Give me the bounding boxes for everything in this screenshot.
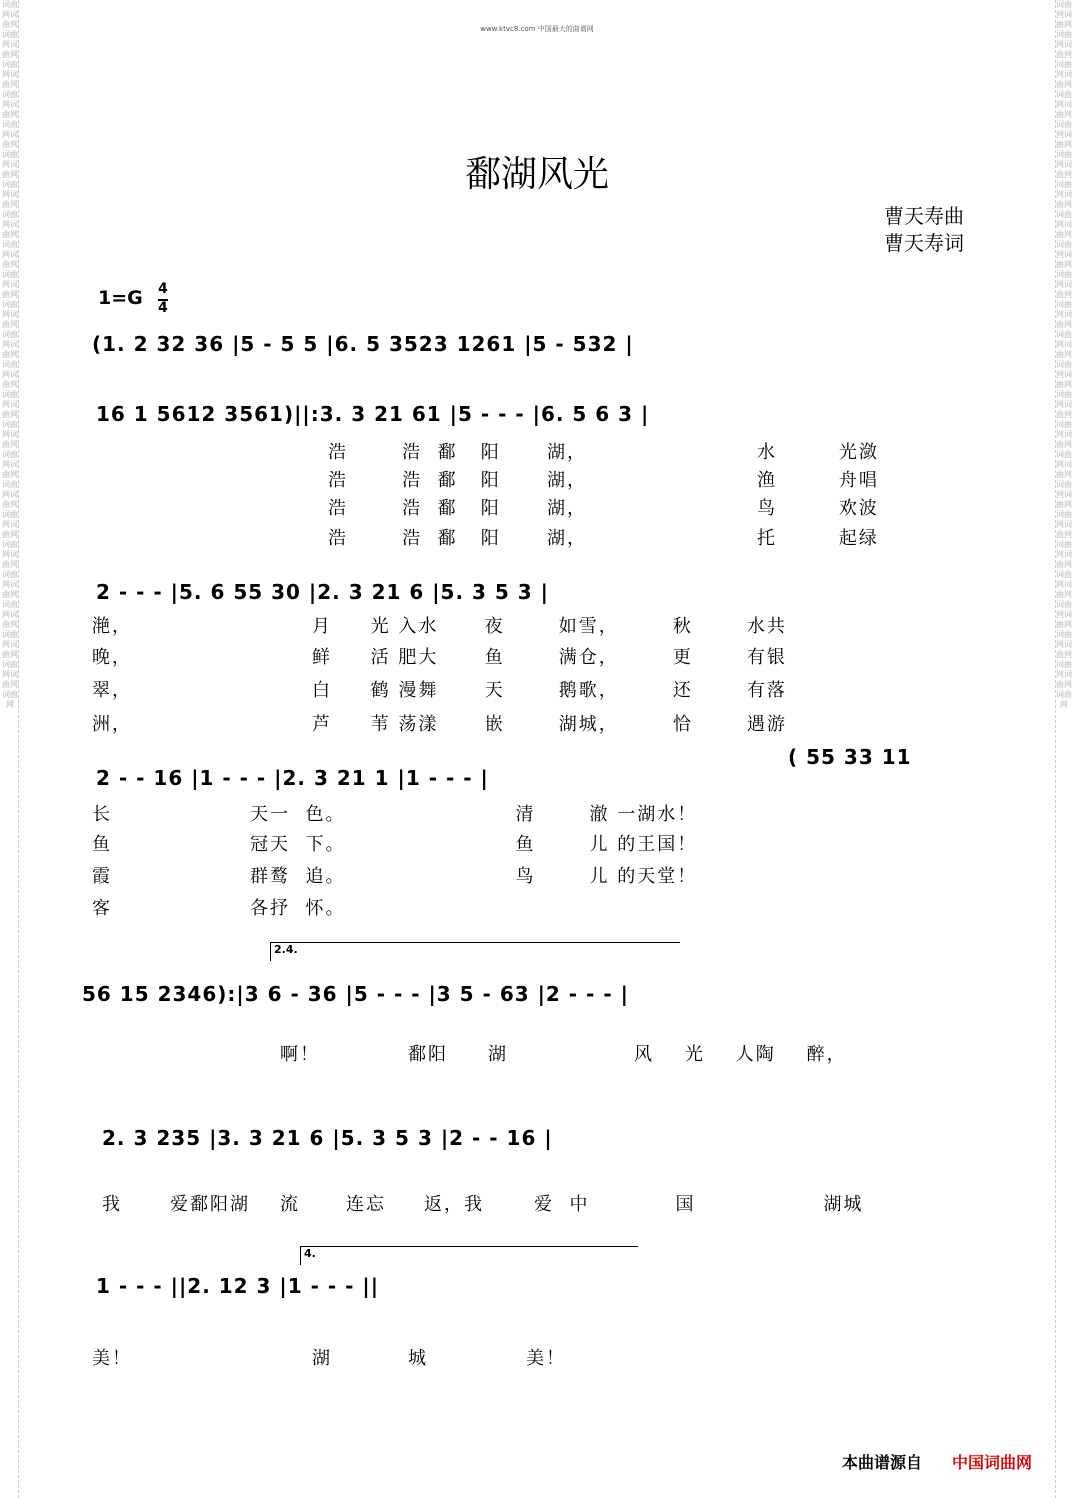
notation-row-4: 2 - - 16 |1 - - - |2. 3 21 1 |1 - - - | [96, 766, 489, 790]
lyric-line: 滟， 月 光 入水 夜 如雪， 秋 水共 [92, 616, 787, 637]
lyric-line: 浩 浩 鄱 阳 湖， 托 起绿 [328, 528, 879, 549]
composer-credit: 曹天寿曲 [884, 204, 964, 228]
footer-source-label: 本曲谱源自 [842, 1453, 923, 1472]
meter-numerator: 4 [158, 281, 168, 297]
meter-denominator: 4 [158, 300, 168, 316]
volta-bracket: 2.4. [270, 942, 680, 961]
lyric-line: 啊！ 鄱阳 湖 风 光 人陶 醉， [280, 1044, 847, 1065]
lyric-line: 浩 浩 鄱 阳 湖， 渔 舟唱 [328, 470, 879, 491]
interlude-notes: ( 55 33 11 [788, 745, 912, 769]
notation-row-5: 56 15 2346):|3 6 - 36 |5 - - - |3 5 - 63 |2 - - - | [82, 982, 629, 1006]
notation-row-1: (1. 2 32 36 |5 - 5 5 |6. 5 3523 1261 |5 - 532 | [92, 332, 634, 356]
notation-row-6: 2. 3 235 |3. 3 21 6 |5. 3 5 3 |2 - - 16 | [102, 1126, 553, 1150]
notation-row-3: 2 - - - |5. 6 55 30 |2. 3 21 6 |5. 3 5 3 | [96, 580, 549, 604]
lyric-line: 客 各抒 怀。 [92, 898, 346, 919]
footer-site-link[interactable]: 中国词曲网 [952, 1453, 1033, 1472]
lyric-line: 洲， 芦 苇 荡漾 嵌 湖城， 恰 遇游 [92, 714, 787, 735]
notation-row-7: 1 - - - ||2. 12 3 |1 - - - || [96, 1274, 380, 1298]
lyric-line: 晚， 鲜 活 肥大 鱼 满仓， 更 有银 [92, 647, 787, 668]
site-header: www.ktvc8.com 中国最大的曲谱网 [480, 25, 594, 33]
notation-row-2: 16 1 5612 3561)||:3. 3 21 61 |5 - - - |6. 5 6 3 | [96, 402, 650, 426]
song-title: 鄱湖风光 [464, 154, 609, 195]
volta-bracket: 4. [300, 1246, 638, 1265]
left-watermark-strip: 词曲网词曲网词曲网词曲网词曲网词曲网词曲网词曲网词曲网词曲网词曲网词曲网词曲网词曲网词曲网词曲网词曲网词曲网词曲网词曲网词曲网词曲网词曲网词曲网词曲网词曲网词曲网词曲网词曲网词曲网词曲网词曲网词曲网词曲网词曲网词曲网词曲网词曲网词曲网词曲网词曲网词曲网词曲网词曲网词曲网词曲网词曲网 [2, 0, 19, 1498]
lyric-line: 翠， 白 鹤 漫舞 天 鹅歌， 还 有落 [92, 680, 787, 701]
lyric-line: 长 天一 色。 清 澈 一湖水！ [92, 804, 698, 825]
lyric-line: 美！ 湖 城 美！ [92, 1348, 566, 1369]
lyricist-credit: 曹天寿词 [884, 231, 964, 255]
lyric-line: 浩 浩 鄱 阳 湖， 鸟 欢波 [328, 498, 879, 519]
key-signature: 1=G [98, 287, 143, 309]
lyric-line: 鱼 冠天 下。 鱼 儿 的王国！ [92, 834, 698, 855]
lyric-line: 我 爱鄱阳湖 流 连忘 返，我 爱 中 国 湖城 [102, 1194, 864, 1215]
lyric-line: 浩 浩 鄱 阳 湖， 水 光潋 [328, 442, 879, 463]
lyric-line: 霞 群鹜 追。 鸟 儿 的天堂！ [92, 866, 698, 887]
right-watermark-strip: 词曲网词曲网词曲网词曲网词曲网词曲网词曲网词曲网词曲网词曲网词曲网词曲网词曲网词曲网词曲网词曲网词曲网词曲网词曲网词曲网词曲网词曲网词曲网词曲网词曲网词曲网词曲网词曲网词曲网词曲网词曲网词曲网词曲网词曲网词曲网词曲网词曲网词曲网词曲网词曲网词曲网词曲网词曲网词曲网词曲网词曲网词曲网 [1055, 0, 1072, 1498]
